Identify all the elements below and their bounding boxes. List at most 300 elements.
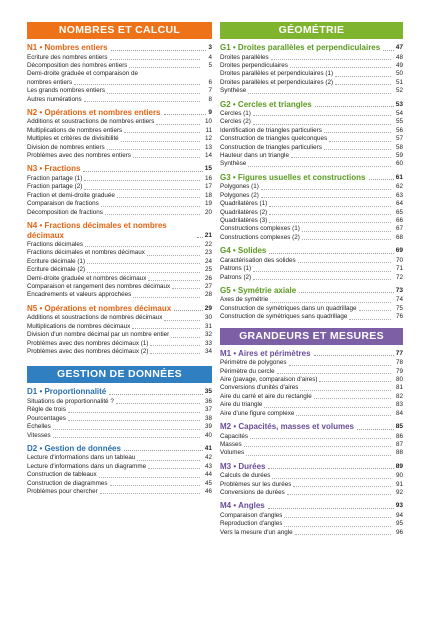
leader-dots	[150, 353, 200, 354]
leader-dots	[147, 255, 200, 256]
section-page-number: 29	[204, 304, 212, 312]
toc-entry[interactable]	[220, 359, 403, 367]
nombres-block	[27, 22, 212, 356]
toc-entry[interactable]	[220, 265, 403, 273]
toc-entry[interactable]	[27, 314, 212, 322]
entry-page-number: 94	[395, 511, 403, 519]
entry-page-number: 43	[204, 462, 212, 470]
entry-label: Multiplications de nombres entiers	[27, 126, 123, 134]
section-page-number: 93	[395, 502, 403, 510]
toc-entry[interactable]	[27, 283, 212, 291]
entry-label: Droites parallèles	[220, 53, 269, 61]
toc-entry[interactable]	[27, 340, 212, 348]
leader-dots	[156, 124, 200, 125]
toc-entry[interactable]	[220, 79, 403, 87]
entry-label: nombres entiers	[27, 78, 73, 86]
leader-dots	[174, 310, 203, 311]
toc-entry[interactable]	[220, 410, 403, 418]
entry-page-number: 18	[204, 191, 212, 199]
leader-dots	[250, 438, 391, 439]
section-title-row[interactable]	[220, 422, 403, 432]
toc-entry[interactable]	[220, 489, 403, 497]
section-title-row[interactable]	[220, 43, 403, 53]
section-title-row[interactable]	[27, 387, 212, 397]
toc-entry[interactable]	[27, 144, 212, 152]
entry-label: Droites parallèles et perpendiculaires (1)	[220, 70, 334, 78]
toc-entry[interactable]	[27, 70, 212, 78]
entry-page-number: 59	[395, 152, 403, 160]
section-title: G3 • Figures usuelles et constructions	[220, 172, 366, 182]
donnees-block	[27, 366, 212, 496]
toc-entry[interactable]	[220, 449, 403, 457]
entry-page-number: 71	[395, 265, 403, 273]
leader-dots	[324, 132, 391, 133]
nombres-sections	[27, 43, 212, 356]
leader-dots	[148, 280, 200, 281]
entry-page-number: 33	[204, 339, 212, 347]
entry-label: Construction de symétriques dans un quadrillage	[220, 304, 357, 312]
leader-dots	[300, 390, 391, 391]
section-page-number: 53	[395, 100, 403, 108]
section-page-number: 69	[395, 247, 403, 255]
section-title-row[interactable]	[27, 164, 212, 174]
toc-entry[interactable]	[220, 160, 403, 168]
entry-page-number: 17	[204, 183, 212, 191]
entry-page-number: 76	[395, 313, 403, 321]
leader-dots	[264, 407, 391, 408]
leader-dots	[84, 180, 200, 181]
toc-section	[27, 164, 212, 217]
toc-entry[interactable]	[220, 87, 403, 95]
toc-entry[interactable]	[27, 258, 212, 266]
toc-entry[interactable]	[27, 266, 212, 274]
toc-entry[interactable]	[220, 305, 403, 313]
entry-page-number: 24	[204, 257, 212, 265]
entry-page-number: 83	[395, 401, 403, 409]
leader-dots	[287, 494, 391, 495]
section-title-row[interactable]	[27, 304, 212, 314]
entry-label: Masses	[220, 440, 242, 448]
leader-dots	[85, 246, 200, 247]
entry-label: Division de nombres entiers	[27, 143, 105, 151]
toc-entry[interactable]	[27, 183, 212, 191]
entry-page-number: 79	[395, 367, 403, 375]
entry-page-number: 10	[204, 118, 212, 126]
entry-page-number: 68	[395, 233, 403, 241]
entry-page-number: 52	[395, 87, 403, 95]
entry-label: Périmètre du cercle	[220, 367, 275, 375]
entry-page-number: 51	[395, 78, 403, 86]
toc-entry[interactable]	[27, 192, 212, 200]
entry-label: Polygones (2)	[220, 191, 259, 199]
entry-page-number: 20	[204, 208, 212, 216]
section-title-row[interactable]	[220, 462, 403, 472]
leader-dots	[110, 59, 201, 60]
entry-page-number: 60	[395, 160, 403, 168]
entry-label: Vitesses	[27, 431, 51, 439]
entry-page-number: 39	[204, 423, 212, 431]
toc-entry[interactable]	[27, 118, 212, 126]
toc-entry[interactable]	[220, 376, 403, 384]
entry-label: Décomposition de fractions	[27, 208, 103, 216]
toc-entry[interactable]	[27, 406, 212, 414]
entry-page-number: 86	[395, 432, 403, 440]
donnees-sections	[27, 387, 212, 496]
leader-dots	[272, 478, 391, 479]
leader-dots	[129, 67, 200, 68]
toc-entry[interactable]	[220, 54, 403, 62]
leader-dots	[68, 412, 200, 413]
section-title-row[interactable]	[27, 221, 212, 240]
leader-dots	[133, 297, 200, 298]
leader-dots	[269, 206, 391, 207]
section-page-number: 73	[395, 286, 403, 294]
leader-dots	[357, 429, 394, 430]
entry-page-number: 66	[395, 217, 403, 224]
toc-entry[interactable]	[220, 296, 403, 304]
entry-label: Construction de diagrammes	[27, 479, 108, 487]
entry-page-number: 92	[395, 489, 403, 497]
leader-dots	[124, 450, 203, 451]
section-title: G4 • Solides	[220, 246, 267, 256]
toc-entry[interactable]	[27, 175, 212, 183]
entry-label: Cercles (1)	[220, 110, 251, 118]
toc-entry[interactable]	[220, 401, 403, 409]
entry-label: Patrons (1)	[220, 265, 252, 273]
toc-entry[interactable]	[220, 368, 403, 376]
entry-label: Demi-droite graduée et nombres décimaux	[27, 274, 147, 282]
leader-dots	[284, 526, 391, 527]
entry-label: Problèmes avec des nombres entiers	[27, 152, 131, 160]
section-title-row[interactable]	[220, 501, 403, 511]
toc-entry[interactable]	[220, 110, 403, 118]
toc-entry[interactable]	[27, 79, 212, 87]
toc-entry[interactable]	[220, 257, 403, 265]
toc-entry[interactable]	[27, 62, 212, 70]
toc-entry[interactable]	[27, 152, 212, 160]
entry-label: Patrons (2)	[220, 273, 252, 281]
entry-page-number: 65	[395, 208, 403, 216]
section-page-number: 47	[395, 44, 403, 51]
toc-entry[interactable]	[27, 249, 212, 257]
toc-entry[interactable]	[27, 398, 212, 406]
entry-label: Pourcentages	[27, 414, 66, 422]
entry-label: Problèmes sur les durées	[220, 480, 292, 488]
entry-label: Encadrements et valeurs approchées	[27, 291, 132, 299]
toc-entry[interactable]	[220, 441, 403, 449]
section-title: D2 • Gestion de données	[27, 443, 121, 453]
entry-label: Volumes	[220, 449, 245, 457]
leader-dots	[248, 93, 391, 94]
section-page-number: 15	[204, 165, 212, 173]
toc-entry[interactable]	[27, 454, 212, 462]
toc-section	[220, 349, 403, 418]
entry-label: Aire du triangle	[220, 401, 263, 409]
leader-dots	[314, 355, 394, 356]
entry-label: Quadrilatères (3)	[220, 217, 268, 224]
entry-page-number: 75	[395, 304, 403, 312]
leader-dots	[298, 262, 391, 263]
entry-page-number: 57	[395, 135, 403, 143]
toc-entry[interactable]	[27, 241, 212, 249]
leader-dots	[110, 485, 201, 486]
section-title-row[interactable]	[27, 108, 212, 118]
entry-page-number: 40	[204, 431, 212, 439]
entry-page-number: 54	[395, 110, 403, 118]
entry-label: Aire du carré et aire du rectangle	[220, 392, 312, 400]
entry-page-number: 27	[204, 283, 212, 291]
entry-label: Écriture décimale (2)	[27, 266, 86, 274]
entry-label: Construction de symétriques sans quadrillage	[220, 313, 348, 321]
section-title-row[interactable]	[220, 349, 403, 359]
toc-entry[interactable]	[220, 274, 403, 282]
entry-page-number: 50	[395, 70, 403, 78]
entry-label: Problèmes avec des nombres décimaux (1)	[27, 339, 149, 347]
toc-entry[interactable]	[27, 463, 212, 471]
toc-entry[interactable]	[220, 433, 403, 441]
entry-label: Constructions complexes (1)	[220, 225, 300, 233]
toc-entry[interactable]	[220, 481, 403, 489]
entry-label: Fraction partage (2)	[27, 183, 83, 191]
leader-dots	[84, 101, 200, 102]
entry-label: Lecture d'informations dans un tableau	[27, 454, 136, 462]
toc-entry[interactable]	[27, 331, 212, 339]
entry-page-number: 56	[395, 126, 403, 134]
leader-dots	[369, 179, 394, 180]
entry-label: Fractions décimales	[27, 241, 83, 248]
entry-label: Périmètre de polygones	[220, 359, 287, 367]
section-band-geometrie: GÉOMÉTRIE	[220, 22, 403, 39]
entry-page-number: 19	[204, 200, 212, 208]
entry-page-number: 38	[204, 414, 212, 422]
entry-page-number: 31	[204, 322, 212, 330]
toc-entry[interactable]	[27, 323, 212, 331]
toc-entry[interactable]	[27, 291, 212, 299]
toc-entry[interactable]	[220, 393, 403, 401]
section-title: G5 • Symétrie axiale	[220, 285, 297, 295]
leader-dots	[383, 50, 394, 51]
leader-dots	[335, 76, 391, 77]
entry-page-number: 14	[204, 152, 212, 160]
entry-page-number: 87	[395, 440, 403, 448]
leader-dots	[116, 403, 200, 404]
section-page-number: 9	[208, 108, 212, 116]
entry-label: Lecture d'informations dans un diagramme	[27, 462, 147, 470]
leader-dots	[335, 84, 391, 85]
leader-dots	[268, 508, 394, 509]
entry-label: Échelles	[27, 423, 51, 431]
leader-dots	[277, 373, 391, 374]
grandeurs-sections	[220, 349, 403, 538]
entry-page-number: 11	[205, 126, 212, 134]
entry-page-number: 58	[395, 143, 403, 151]
section-title: M4 • Angles	[220, 501, 265, 511]
section-title-row[interactable]	[220, 246, 403, 256]
toc-entry[interactable]	[220, 225, 403, 233]
entry-page-number: 8	[208, 95, 212, 103]
entry-label: Multiples et critères de divisibilité	[27, 135, 119, 143]
entry-label: Capacités	[220, 432, 249, 440]
entry-label: Problèmes avec des nombres décimaux (2)	[27, 347, 149, 355]
leader-dots	[324, 149, 391, 150]
leader-dots	[87, 263, 200, 264]
entry-page-number: 4	[208, 53, 212, 61]
entry-page-number: 90	[395, 472, 403, 480]
toc-section	[220, 286, 403, 322]
section-title-row[interactable]	[27, 444, 212, 454]
entry-label: Quadrilatères (2)	[220, 208, 268, 216]
section-title-row[interactable]	[220, 286, 403, 296]
entry-label: Identification de triangles particuliers	[220, 126, 322, 134]
toc-section	[27, 387, 212, 440]
leader-dots	[269, 253, 393, 254]
toc-section	[27, 43, 212, 104]
section-title: M1 • Aires et périmètres	[220, 348, 311, 358]
toc-entry[interactable]	[220, 209, 403, 217]
section-title-row[interactable]	[220, 100, 403, 110]
section-title: M3 • Durées	[220, 461, 266, 471]
entry-page-number: 25	[204, 266, 212, 274]
leader-dots	[53, 429, 200, 430]
entry-label: Synthèse	[220, 87, 247, 95]
entry-page-number: 82	[395, 392, 403, 400]
entry-label: Aire (pavage, comparaison d'aires)	[220, 375, 318, 383]
toc-entry[interactable]	[220, 70, 403, 78]
toc-section	[27, 108, 212, 161]
entry-label: Caractérisation des solides	[220, 256, 296, 264]
toc-entry[interactable]	[27, 54, 212, 62]
entry-page-number: 44	[204, 471, 212, 479]
toc-entry[interactable]	[220, 217, 403, 225]
leader-dots	[137, 460, 200, 461]
leader-dots	[105, 214, 200, 215]
leader-dots	[53, 437, 200, 438]
section-page-number: 3	[208, 44, 212, 51]
entry-label: Construction de triangles quelconques	[220, 135, 328, 143]
geometrie-block	[220, 22, 403, 322]
entry-page-number: 37	[204, 406, 212, 414]
leader-dots	[315, 106, 394, 107]
toc-entry[interactable]	[27, 348, 212, 356]
toc-entry[interactable]	[27, 415, 212, 423]
toc-entry[interactable]	[220, 144, 403, 152]
toc-entry[interactable]	[27, 471, 212, 479]
toc-entry[interactable]	[220, 152, 403, 160]
entry-label: Conversions de durées	[220, 489, 285, 497]
toc-entry[interactable]	[27, 209, 212, 217]
entry-page-number: 13	[204, 143, 212, 151]
leader-dots	[270, 302, 391, 303]
toc-entry[interactable]	[220, 62, 403, 70]
toc-entry[interactable]	[220, 384, 403, 392]
leader-dots	[68, 420, 200, 421]
leader-dots	[253, 271, 391, 272]
leader-dots	[299, 292, 394, 293]
entry-label: Écriture des nombres entiers	[27, 53, 108, 61]
leader-dots	[117, 197, 200, 198]
section-page-number: 21	[204, 231, 212, 239]
entry-label: Droites parallèles et perpendiculaires (2)	[220, 78, 334, 86]
entry-label: Quadrilatères (1)	[220, 200, 268, 208]
entry-page-number: 63	[395, 191, 403, 199]
leader-dots	[253, 115, 391, 116]
entry-label: Comparaison et rangement des nombres décimaux	[27, 283, 171, 291]
leader-dots	[109, 394, 203, 395]
toc-entry[interactable]	[220, 234, 403, 242]
toc-entry[interactable]	[27, 432, 212, 440]
entry-label: Aire d'une figure complexe	[220, 409, 295, 417]
leader-dots	[101, 206, 200, 207]
toc-entry[interactable]	[27, 480, 212, 488]
leader-dots	[269, 222, 391, 223]
entry-page-number: 55	[395, 118, 403, 126]
leader-dots	[253, 279, 391, 280]
leader-dots	[296, 415, 391, 416]
toc-entry[interactable]	[220, 472, 403, 480]
section-title-row[interactable]	[27, 43, 212, 53]
entry-label: Fraction partage (1)	[27, 174, 83, 182]
toc-entry[interactable]	[27, 127, 212, 135]
leader-dots	[172, 288, 200, 289]
toc-entry[interactable]	[220, 313, 403, 321]
toc-entry[interactable]	[220, 512, 403, 520]
entry-page-number: 16	[204, 174, 212, 182]
section-page-number: 61	[395, 173, 403, 181]
entry-label: Synthèse	[220, 160, 247, 168]
leader-dots	[107, 149, 200, 150]
toc-entry[interactable]	[27, 135, 212, 143]
toc-entry[interactable]	[27, 423, 212, 431]
section-title-row[interactable]	[220, 173, 403, 183]
toc-entry[interactable]	[220, 118, 403, 126]
toc-entry[interactable]	[27, 87, 212, 95]
toc-entry[interactable]	[220, 192, 403, 200]
toc-entry[interactable]	[220, 135, 403, 143]
section-title: M2 • Capacités, masses et volumes	[220, 422, 354, 431]
toc-entry[interactable]	[27, 275, 212, 283]
entry-page-number: 95	[395, 520, 403, 528]
leader-dots	[291, 157, 391, 158]
entry-label: Fractions décimales et nombres décimaux	[27, 249, 145, 257]
entry-label: Comparaison de fractions	[27, 200, 99, 208]
leader-dots	[87, 272, 200, 273]
toc-entry[interactable]	[27, 200, 212, 208]
entry-page-number: 28	[204, 291, 212, 299]
toc-section	[220, 501, 403, 537]
entry-label: Situations de proportionnalité ?	[27, 397, 114, 405]
toc-entry[interactable]	[220, 529, 403, 537]
toc-entry[interactable]	[220, 183, 403, 191]
toc-entry[interactable]	[27, 96, 212, 104]
entry-page-number: 22	[204, 241, 212, 248]
toc-entry[interactable]	[220, 127, 403, 135]
entry-page-number: 96	[395, 528, 403, 536]
section-title: N4 • Fractions décimales et nombres décimaux	[27, 221, 167, 240]
entry-label: Constructions complexes (2)	[220, 233, 300, 241]
toc-entry[interactable]	[220, 200, 403, 208]
right-column	[220, 22, 403, 537]
grandeurs-block	[220, 328, 403, 538]
entry-page-number: 32	[204, 331, 212, 339]
leader-dots	[107, 93, 200, 94]
entry-label: Les grands nombres entiers	[27, 87, 106, 95]
toc-entry[interactable]	[27, 488, 212, 496]
entry-page-number: 46	[204, 488, 212, 496]
toc-entry[interactable]	[220, 520, 403, 528]
leader-dots	[133, 157, 200, 158]
entry-label: Additions et soustractions de nombres entiers	[27, 118, 155, 126]
section-title: N5 • Opérations et nombres décimaux	[27, 303, 172, 313]
